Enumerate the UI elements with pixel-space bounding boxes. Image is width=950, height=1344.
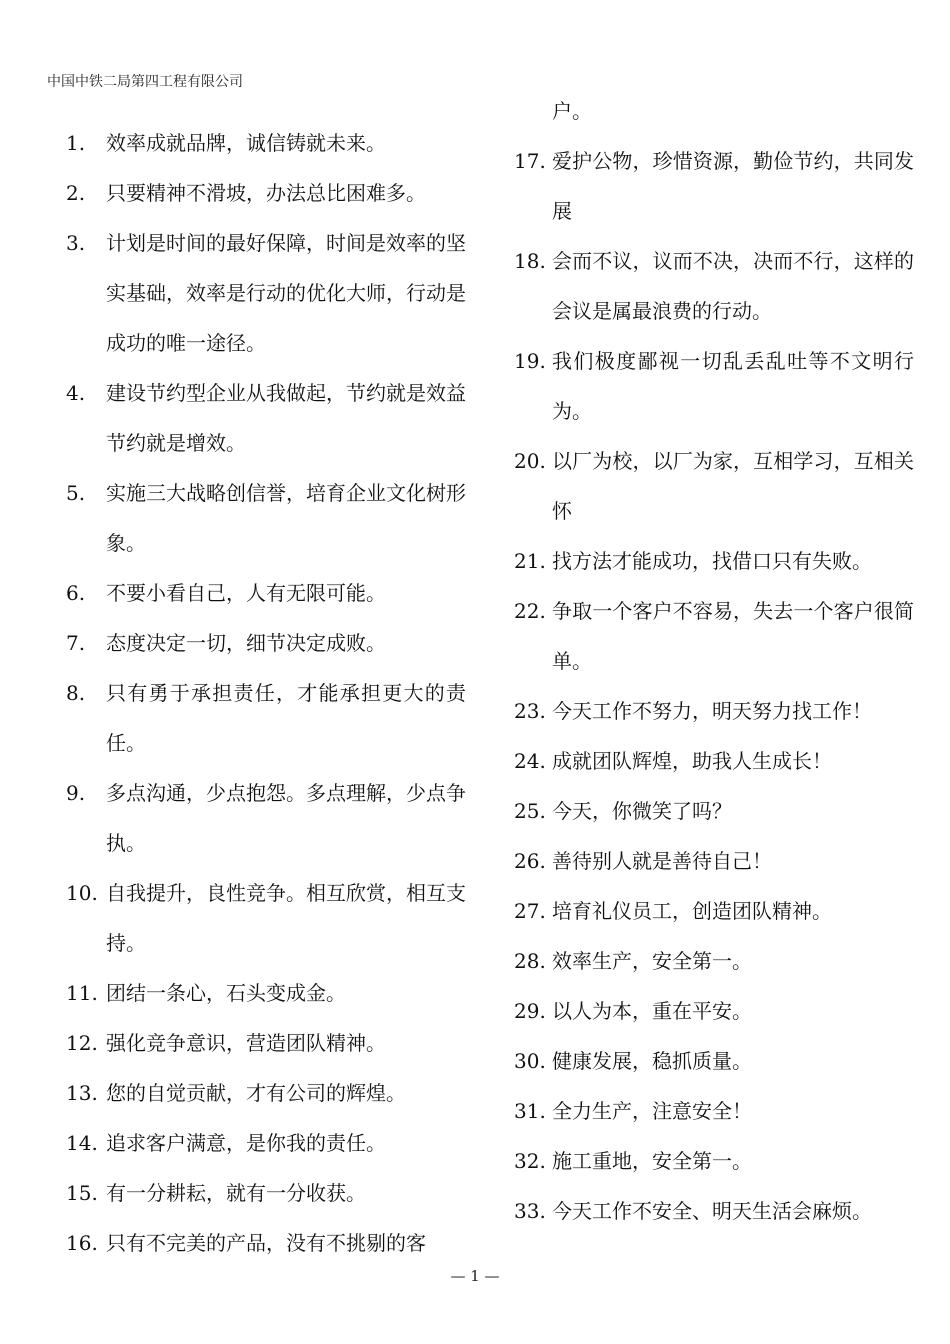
slogan-list-right — [514, 86, 914, 1236]
slogan-item — [66, 1068, 466, 1118]
slogan-number: 14. — [66, 1131, 98, 1155]
slogan-item — [66, 168, 466, 218]
slogan-text: 计划是时间的最好保障，时间是效率的坚实基础，效率是行动的优化大师，行动是成功的唯一途径。 — [106, 231, 466, 355]
slogan-text: 施工重地，安全第一。 — [552, 1149, 752, 1173]
slogan-item — [66, 1018, 466, 1068]
slogan-text: 找方法才能成功，找借口只有失败。 — [552, 549, 872, 573]
slogan-number: 21. — [514, 549, 546, 573]
slogan-item — [514, 1036, 914, 1086]
slogan-item — [66, 868, 466, 968]
slogan-text: 善待别人就是善待自己！ — [552, 849, 772, 873]
slogan-item — [66, 968, 466, 1018]
slogan-item — [66, 768, 466, 868]
slogan-text: 今天工作不安全、明天生活会麻烦。 — [552, 1199, 872, 1223]
slogan-item — [514, 686, 914, 736]
slogan-item — [514, 436, 914, 536]
slogan-item — [66, 668, 466, 768]
slogan-number: 1. — [66, 131, 86, 155]
slogan-number: 28. — [514, 949, 546, 973]
slogan-number: 3. — [66, 231, 86, 255]
slogan-text: 今天工作不努力，明天努力找工作！ — [552, 699, 872, 723]
continuation-text: 户。 — [552, 99, 592, 123]
slogan-item — [514, 986, 914, 1036]
slogan-item — [66, 618, 466, 668]
indent-spacer — [514, 86, 552, 136]
slogan-text: 成就团队辉煌，助我人生成长！ — [552, 749, 832, 773]
slogan-number: 25. — [514, 799, 546, 823]
slogan-number: 12. — [66, 1031, 98, 1055]
slogan-number: 18. — [514, 249, 546, 273]
slogan-item — [514, 536, 914, 586]
slogan-text: 您的自觉贡献，才有公司的辉煌。 — [106, 1081, 406, 1105]
slogan-text: 强化竞争意识，营造团队精神。 — [106, 1031, 386, 1055]
slogan-number: 17. — [514, 149, 546, 173]
slogan-number: 10. — [66, 881, 98, 905]
slogan-item — [66, 1218, 466, 1268]
slogan-number: 8. — [66, 681, 86, 705]
slogan-item — [514, 936, 914, 986]
slogan-text: 今天，你微笑了吗？ — [552, 799, 732, 823]
slogan-text: 建设节约型企业从我做起，节约就是效益节约就是增效。 — [106, 381, 466, 455]
slogan-text: 以人为本，重在平安。 — [552, 999, 752, 1023]
slogan-item — [514, 786, 914, 836]
slogan-item — [514, 336, 914, 436]
slogan-number: 31. — [514, 1099, 546, 1123]
slogan-text: 只要精神不滑坡，办法总比困难多。 — [106, 181, 426, 205]
slogan-number: 22. — [514, 599, 546, 623]
continuation-line — [514, 86, 914, 136]
slogan-text: 全力生产，注意安全！ — [552, 1099, 752, 1123]
slogan-number: 15. — [66, 1181, 98, 1205]
slogan-text: 培育礼仪员工，创造团队精神。 — [552, 899, 832, 923]
slogan-item — [514, 136, 914, 236]
slogan-list-left — [66, 118, 466, 1268]
slogan-item — [514, 1186, 914, 1236]
page-number: — 1 — — [450, 1267, 500, 1285]
slogan-text: 健康发展，稳抓质量。 — [552, 1049, 752, 1073]
slogan-number: 23. — [514, 699, 546, 723]
slogan-item — [514, 586, 914, 686]
slogan-number: 27. — [514, 899, 546, 923]
slogan-number: 6. — [66, 581, 86, 605]
slogan-number: 33. — [514, 1199, 546, 1223]
slogan-number: 24. — [514, 749, 546, 773]
slogan-item — [514, 1086, 914, 1136]
slogan-text: 态度决定一切，细节决定成败。 — [106, 631, 386, 655]
slogan-text: 实施三大战略创信誉，培育企业文化树形象。 — [106, 481, 466, 555]
slogan-number: 4. — [66, 381, 86, 405]
slogan-item — [66, 368, 466, 468]
slogan-item — [514, 236, 914, 336]
slogan-text: 争取一个客户不容易，失去一个客户很简单。 — [552, 599, 914, 673]
slogan-number: 2. — [66, 181, 86, 205]
slogan-number: 13. — [66, 1081, 98, 1105]
slogan-item — [66, 118, 466, 168]
slogan-item — [514, 836, 914, 886]
slogan-text: 只有不完美的产品，没有不挑剔的客 — [106, 1231, 426, 1255]
page-header: 中国中铁二局第四工程有限公司 — [47, 74, 243, 90]
slogan-number: 7. — [66, 631, 86, 655]
slogan-text: 有一分耕耘，就有一分收获。 — [106, 1181, 366, 1205]
slogan-text: 以厂为校，以厂为家，互相学习，互相关怀 — [552, 449, 914, 523]
slogan-text: 追求客户满意，是你我的责任。 — [106, 1131, 386, 1155]
slogan-item — [514, 1136, 914, 1186]
slogan-item — [66, 568, 466, 618]
slogan-number: 16. — [66, 1231, 98, 1255]
slogan-number: 9. — [66, 781, 86, 805]
slogan-item — [66, 1168, 466, 1218]
slogan-text: 只有勇于承担责任，才能承担更大的责任。 — [106, 681, 466, 755]
slogan-text: 效率成就品牌，诚信铸就未来。 — [106, 131, 386, 155]
slogan-text: 我们极度鄙视一切乱丢乱吐等不文明行为。 — [552, 349, 914, 423]
slogan-number: 5. — [66, 481, 86, 505]
slogan-number: 29. — [514, 999, 546, 1023]
slogan-text: 不要小看自己，人有无限可能。 — [106, 581, 386, 605]
slogan-text: 爱护公物，珍惜资源，勤俭节约，共同发展 — [552, 149, 914, 223]
slogan-item — [514, 736, 914, 786]
slogan-item — [66, 468, 466, 568]
slogan-text: 团结一条心，石头变成金。 — [106, 981, 346, 1005]
slogan-text: 多点沟通，少点抱怨。多点理解，少点争执。 — [106, 781, 466, 855]
slogan-number: 30. — [514, 1049, 546, 1073]
slogan-number: 19. — [514, 349, 546, 373]
slogan-text: 会而不议，议而不决，决而不行，这样的会议是属最浪费的行动。 — [552, 249, 914, 323]
slogan-item — [66, 218, 466, 368]
slogan-text: 效率生产，安全第一。 — [552, 949, 752, 973]
slogan-number: 26. — [514, 849, 546, 873]
slogan-number: 32. — [514, 1149, 546, 1173]
slogan-item — [514, 886, 914, 936]
slogan-item — [66, 1118, 466, 1168]
slogan-number: 20. — [514, 449, 546, 473]
slogan-text: 自我提升，良性竞争。相互欣赏，相互支持。 — [106, 881, 466, 955]
slogan-number: 11. — [66, 981, 98, 1005]
